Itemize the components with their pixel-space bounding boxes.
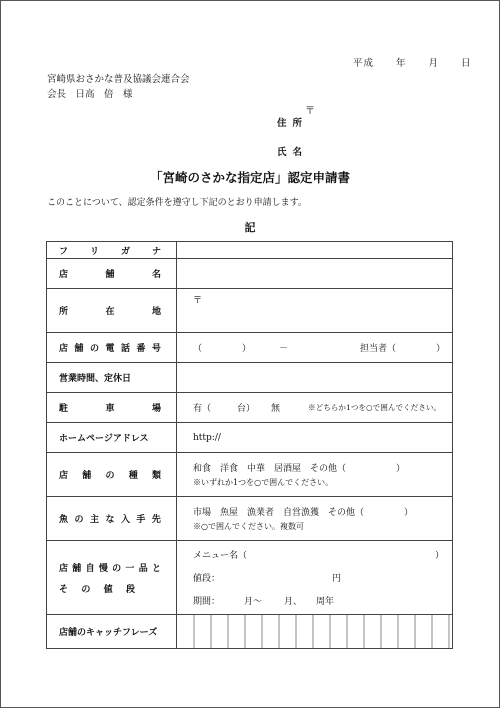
table-row bbox=[47, 497, 453, 541]
date-month: 月 bbox=[428, 58, 440, 69]
phone-open: （ bbox=[193, 344, 203, 354]
menu-label: メニュー名（ bbox=[193, 551, 248, 561]
parking-yes: 有（ bbox=[193, 404, 212, 414]
fish-source-label: 魚 の 主 な 入 手 先 bbox=[47, 497, 177, 541]
menu-close: ） bbox=[435, 551, 445, 561]
period-week: 周年 bbox=[316, 597, 335, 607]
intro-text: このことについて、認定条件を遵守し下記のとおり申請します。 bbox=[47, 198, 307, 208]
fish-source-field[interactable] bbox=[177, 497, 453, 541]
table-row bbox=[47, 541, 453, 615]
specialty-line2: そ の 値 段 bbox=[59, 584, 135, 595]
table-row bbox=[47, 453, 453, 497]
specialty-field[interactable] bbox=[177, 541, 453, 615]
store-type-close: ） bbox=[396, 464, 406, 474]
homepage-label: ホームページアドレス bbox=[47, 423, 177, 453]
postal-mark: 〒 bbox=[305, 106, 315, 117]
table-row bbox=[47, 242, 453, 259]
hours-field[interactable] bbox=[177, 363, 453, 393]
fish-source-close: ） bbox=[404, 508, 414, 518]
period-label: 期間： bbox=[193, 597, 221, 607]
furigana-text: フ リ ガ ナ bbox=[59, 246, 161, 257]
price-unit: 円 bbox=[332, 574, 342, 584]
furigana-label bbox=[47, 242, 177, 259]
store-type-options: 和食 洋食 中華 居酒屋 その他（ bbox=[193, 464, 347, 474]
phone-close: ） bbox=[242, 344, 252, 354]
contact-close: ） bbox=[436, 344, 446, 354]
store-name-label: 店 舗 名 bbox=[47, 259, 177, 289]
store-type-label: 店 舗 の 種 類 bbox=[47, 453, 177, 497]
date-line bbox=[353, 55, 472, 69]
furigana-field[interactable] bbox=[177, 242, 453, 259]
phone-field[interactable] bbox=[177, 333, 453, 363]
store-type-field[interactable] bbox=[177, 453, 453, 497]
hours-label: 営業時間、定休日 bbox=[47, 363, 177, 393]
table-row bbox=[47, 423, 453, 453]
price-label: 値段： bbox=[193, 574, 221, 584]
catchphrase-field[interactable] bbox=[177, 615, 453, 649]
table-row bbox=[47, 393, 453, 423]
table-row bbox=[47, 259, 453, 289]
fish-source-options: 市場 魚屋 漁業者 自営漁獲 その他（ bbox=[193, 508, 365, 518]
store-type-note: ※いずれか1つを○で囲んでください。 bbox=[193, 478, 334, 487]
recipient-name: 会長 日高 倍 様 bbox=[47, 89, 133, 100]
specialty-label bbox=[47, 541, 177, 615]
date-era: 平成 bbox=[353, 58, 375, 69]
location-field[interactable] bbox=[177, 289, 453, 333]
phone-label: 店 舗 の 電 話 番 号 bbox=[47, 333, 177, 363]
homepage-field[interactable] bbox=[177, 423, 453, 453]
date-day: 日 bbox=[461, 58, 472, 69]
parking-no: 無 bbox=[271, 404, 281, 414]
parking-note: ※どちらか1つを○で囲んでください。 bbox=[308, 403, 442, 412]
parking-units: 台） bbox=[237, 404, 256, 414]
period-month1: 月～ bbox=[244, 597, 263, 607]
store-name-field[interactable] bbox=[177, 259, 453, 289]
date-year: 年 bbox=[396, 58, 407, 69]
parking-label: 駐 車 場 bbox=[47, 393, 177, 423]
application-table bbox=[46, 241, 453, 649]
period-month2: 月、 bbox=[284, 597, 303, 607]
recipient-org: 宮崎県おさかな普及協議会連合会 bbox=[47, 74, 190, 85]
fish-source-note: ※○で囲んでください。複数可 bbox=[193, 522, 304, 531]
catchphrase-label: 店舗のキャッチフレーズ bbox=[47, 615, 177, 649]
table-row bbox=[47, 363, 453, 393]
address-label: 住所 bbox=[277, 118, 309, 129]
document-title: 「宮崎のさかな指定店」認定申請書 bbox=[149, 170, 350, 185]
ki-heading: 記 bbox=[244, 221, 256, 234]
name-label: 氏名 bbox=[277, 147, 309, 158]
table-row bbox=[47, 615, 453, 649]
phone-dash: － bbox=[279, 344, 289, 354]
contact-label: 担当者（ bbox=[360, 344, 397, 354]
location-postal: 〒 bbox=[193, 296, 203, 306]
location-label: 所 在 地 bbox=[47, 289, 177, 333]
homepage-value: http:// bbox=[193, 432, 221, 443]
table-row bbox=[47, 289, 453, 333]
parking-field[interactable] bbox=[177, 393, 453, 423]
table-row bbox=[47, 333, 453, 363]
specialty-line1: 店 舗 自 慢 の 一 品 と bbox=[59, 563, 161, 574]
